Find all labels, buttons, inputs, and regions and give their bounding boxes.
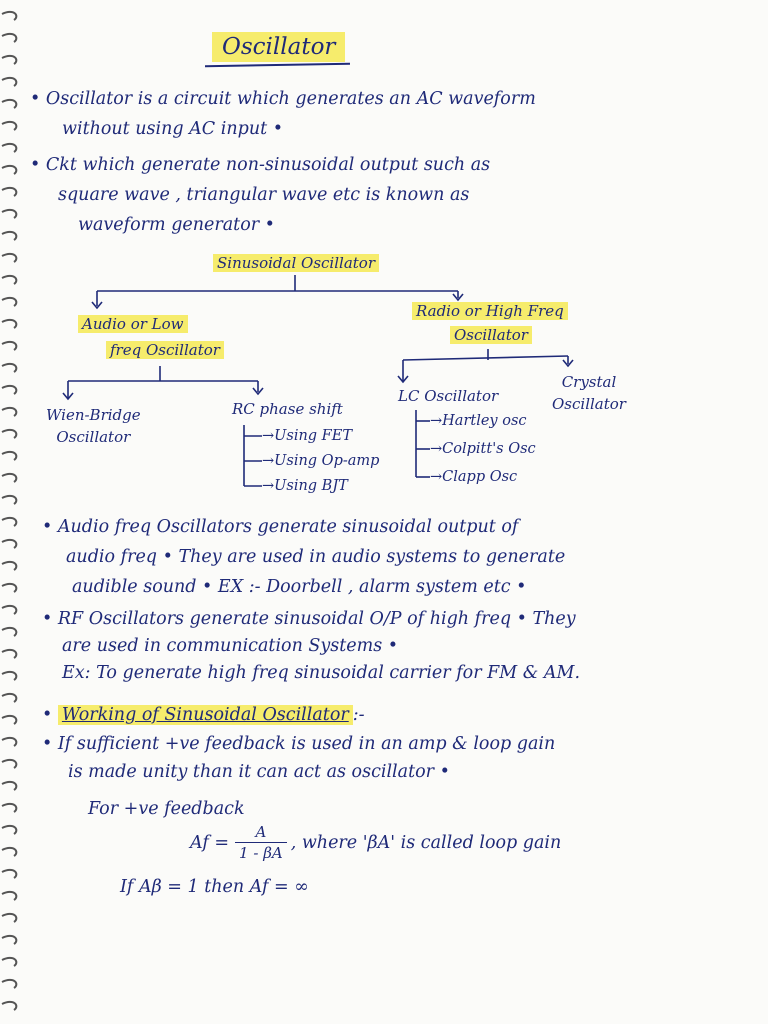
tree-node-radio-oscillator: Radio or High Freq Oscillator [412,300,568,346]
working-heading: • Working of Sinusoidal Oscillator :- [42,705,365,725]
tree-node-rc-phase-shift: RC phase shift [232,400,343,418]
tree-node-lc-oscillator: LC Oscillator [398,387,499,405]
note-rf-oscillators: • RF Oscillators generate sinusoidal O/P of high freq • They are used in communication Systems • Ex: To generate high freq sinusoidal carrier for FM & AM. [42,609,581,683]
note-audio-freq: • Audio freq Oscillators generate sinusoidal output of audio freq • They are used in audio systems to generate audible sound • EX :- Doorbell , alarm system etc • [42,517,566,597]
lc-colpitts: →Colpitt's Osc [430,441,536,457]
tree-node-audio-oscillator: Audio or Low freq Oscillator [78,313,224,361]
intro-point-2: • Ckt which generate non-sinusoidal output such as square wave , triangular wave etc is known as waveform generator • [30,155,491,235]
page-title: Oscillator [212,34,345,60]
lc-clapp: →Clapp Osc [430,469,518,485]
working-feedback-label: For +ve feedback [88,799,245,819]
tree-root-sinusoidal-oscillator: Sinusoidal Oscillator [213,252,379,274]
lc-hartley: →Hartley osc [430,413,527,429]
formula-fraction: $\frac{A}{1 - \beta A}$ [235,822,287,863]
working-condition: If Aβ = 1 then Af = ∞ [120,877,309,897]
rc-using-fet: →Using FET [262,428,353,444]
rc-using-opamp: →Using Op-amp [262,453,380,469]
working-description: • If sufficient +ve feedback is used in an amp & loop gain is made unity than it can act as oscillator • [42,734,556,782]
rc-using-bjt: →Using BJT [262,478,348,494]
tree-node-wien-bridge: Wien-Bridge Oscillator [46,406,141,446]
tree-node-crystal-oscillator: Crystal Oscillator [552,373,626,413]
intro-point-1: • Oscillator is a circuit which generates an AC waveform without using AC input • [30,89,536,139]
formula-af: Af = $\frac{A}{1 - \beta A}$ , where 'βA' is called loop gain [190,823,562,862]
